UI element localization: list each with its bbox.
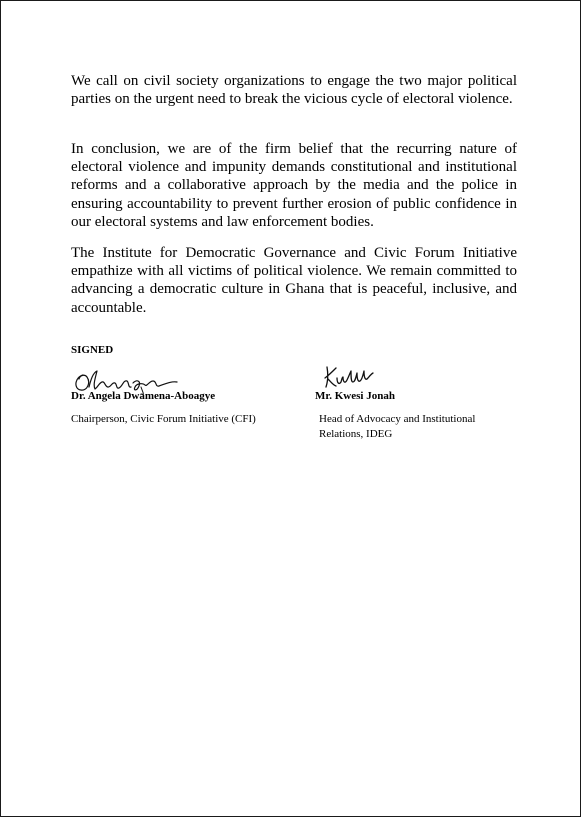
signatory-name-aboagye: Dr. Angela Dwamena-Aboagye	[71, 390, 216, 402]
signature-jonah-image	[321, 363, 391, 391]
paragraph-commitment: The Institute for Democratic Governance and Civic Forum Initiative empathize with all victims of political violence. We remain committed to advancing a democratic culture in Ghana that is peaceful, inclusive, and accountable.	[71, 245, 517, 316]
signed-label: SIGNED	[71, 344, 114, 356]
signatory-role-jonah: Head of Advocacy and Institutional Relations, IDEG	[319, 413, 476, 440]
signatory-role-aboagye: Chairperson, Civic Forum Initiative (CFI)	[71, 413, 256, 425]
signatory-name-jonah: Mr. Kwesi Jonah	[315, 390, 395, 402]
paragraph-civil-society: We call on civil society organizations to engage the two major political parties on the urgent need to break the vicious cycle of electoral violence.	[71, 73, 517, 108]
paragraph-conclusion: In conclusion, we are of the firm belief that the recurring nature of electoral violence and impunity demands constitutional and institutional reforms and a collaborative approach by the media and the police in ensuring accountability to prevent further erosion of public confidence in our electoral systems and law enforcement bodies.	[71, 141, 517, 230]
